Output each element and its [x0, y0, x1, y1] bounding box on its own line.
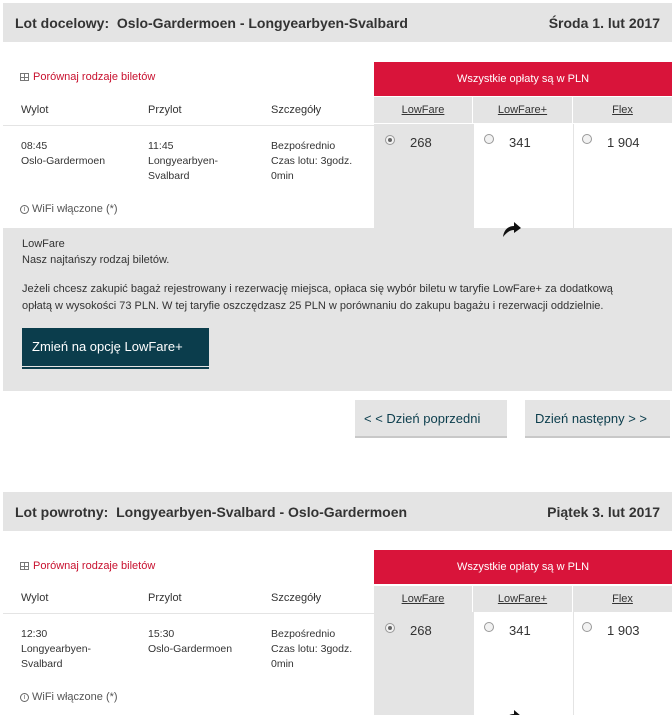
fare-radio-flex[interactable]: [582, 622, 592, 632]
outbound-currency-bar: [374, 62, 672, 96]
arr-airport-2: Svalbard: [148, 170, 190, 182]
fare-price-lowfare: 268: [410, 623, 432, 638]
fare-price-lowfare-plus: 341: [509, 135, 531, 150]
dep-time: 08:45: [21, 140, 48, 152]
prev-day-button[interactable]: < < Dzień poprzedni: [355, 400, 507, 438]
outbound-route: Oslo-Gardermoen - Longyearbyen-Svalbard: [116, 15, 408, 31]
grid-icon: [20, 73, 29, 81]
return-header: [3, 492, 672, 531]
outbound-compare-link[interactable]: [20, 71, 155, 83]
outbound-header: [3, 3, 672, 42]
fare-head-lowfare-plus[interactable]: LowFare+: [473, 97, 572, 123]
arr-info: [148, 139, 218, 184]
outbound-header-title: [15, 15, 408, 31]
flight-type: Bezpośrednio: [271, 628, 336, 640]
arr-time: 11:45: [148, 140, 174, 152]
fare-cell-lowfare[interactable]: [374, 124, 473, 228]
upgrade-fare-button[interactable]: Zmień na opcję LowFare+: [22, 328, 209, 366]
wifi-note[interactable]: [20, 691, 118, 703]
col-details: Szczegóły: [271, 104, 322, 116]
flight-duration-1: Czas lotu: 3godz.: [271, 155, 353, 167]
fare-info-line-1: Jeżeli chcesz zakupić bagaż rejestrowany i rezerwację miejsca, opłaca się wybór biletu w taryfie LowFare+ za dodatkową: [22, 283, 613, 295]
return-label: Lot powrotny:: [15, 504, 109, 520]
fare-price-flex: 1 904: [607, 135, 640, 150]
fare-info-description: [22, 281, 652, 315]
fare-head-flex[interactable]: Flex: [573, 97, 672, 123]
currency-bar-label: Wszystkie opłaty są w PLN: [456, 73, 590, 85]
fare-head-lowfare[interactable]: LowFare: [374, 97, 472, 123]
grid-icon: [20, 562, 29, 570]
row-divider: [3, 125, 374, 126]
fare-head-flex[interactable]: Flex: [573, 586, 672, 612]
col-arrival: Przylot: [148, 104, 182, 116]
info-icon: i: [20, 205, 29, 214]
fare-cell-lowfare-plus[interactable]: [473, 124, 573, 228]
return-header-title: [15, 504, 407, 520]
fare-radio-flex[interactable]: [582, 134, 592, 144]
info-icon: i: [20, 693, 29, 702]
dep-airport-2: Svalbard: [21, 658, 63, 670]
fare-radio-lowfare[interactable]: [385, 623, 395, 633]
return-compare-link[interactable]: [20, 560, 155, 572]
dep-airport: Oslo-Gardermoen: [21, 155, 106, 167]
fare-price-lowfare-plus: 341: [509, 623, 531, 638]
arr-time: 15:30: [148, 628, 175, 640]
dep-airport-1: Longyearbyen-: [21, 643, 92, 655]
fare-info-subtitle: Nasz najtańszy rodzaj biletów.: [22, 254, 170, 266]
compare-label: Porównaj rodzaje biletów: [33, 560, 156, 572]
col-departure: Wylot: [21, 592, 49, 604]
fare-radio-lowfare-plus[interactable]: [484, 134, 494, 144]
fare-radio-lowfare[interactable]: [385, 135, 395, 145]
col-details: Szczegóły: [271, 592, 322, 604]
fare-price-lowfare: 268: [410, 135, 432, 150]
fare-info-panel: [3, 228, 672, 391]
fare-cell-flex[interactable]: [573, 124, 672, 228]
flight-type: Bezpośrednio: [271, 140, 336, 152]
wifi-label: WiFi włączone (*): [32, 203, 118, 215]
fare-radio-lowfare-plus[interactable]: [484, 622, 494, 632]
fare-price-flex: 1 903: [607, 623, 640, 638]
col-arrival: Przylot: [148, 592, 182, 604]
dep-info: [21, 139, 105, 169]
col-departure: Wylot: [21, 104, 49, 116]
outbound-date: Środa 1. lut 2017: [548, 15, 660, 31]
return-date: Piątek 3. lut 2017: [547, 504, 660, 520]
fare-cell-flex[interactable]: [573, 612, 672, 715]
fare-cell-lowfare[interactable]: [374, 612, 473, 715]
fare-head-lowfare[interactable]: LowFare: [374, 586, 472, 612]
outbound-label: Lot docelowy:: [15, 15, 110, 31]
arr-airport-1: Longyearbyen-: [148, 155, 219, 167]
flight-duration-1: Czas lotu: 3godz.: [271, 643, 353, 655]
arr-airport: Oslo-Gardermoen: [148, 643, 233, 655]
flight-duration-2: 0min: [271, 658, 294, 670]
fare-info-title: LowFare: [22, 238, 65, 250]
curved-arrow-icon: [500, 220, 522, 238]
arr-info: [148, 627, 232, 657]
next-day-button[interactable]: Dzień następny > >: [525, 400, 670, 438]
flight-duration-2: 0min: [271, 170, 294, 182]
fare-info-line-2: opłatą w wysokości 73 PLN. W tej taryfie oszczędzasz 25 PLN w porównaniu do zakupu bagażu i rezerwacji oddzielnie.: [22, 300, 604, 312]
wifi-label: WiFi włączone (*): [32, 691, 118, 703]
fare-cell-lowfare-plus[interactable]: [473, 612, 573, 715]
currency-bar-label: Wszystkie opłaty są w PLN: [456, 561, 590, 573]
dep-info: [21, 627, 91, 672]
flight-details: [271, 627, 352, 672]
curved-arrow-icon: [500, 708, 522, 715]
wifi-note[interactable]: [20, 203, 118, 215]
return-currency-bar: [374, 550, 672, 584]
compare-label: Porównaj rodzaje biletów: [33, 71, 156, 83]
return-route: Longyearbyen-Svalbard - Oslo-Gardermoen: [116, 504, 408, 520]
fare-head-lowfare-plus[interactable]: LowFare+: [473, 586, 572, 612]
flight-details: [271, 139, 352, 184]
row-divider: [3, 613, 374, 614]
dep-time: 12:30: [21, 628, 48, 640]
